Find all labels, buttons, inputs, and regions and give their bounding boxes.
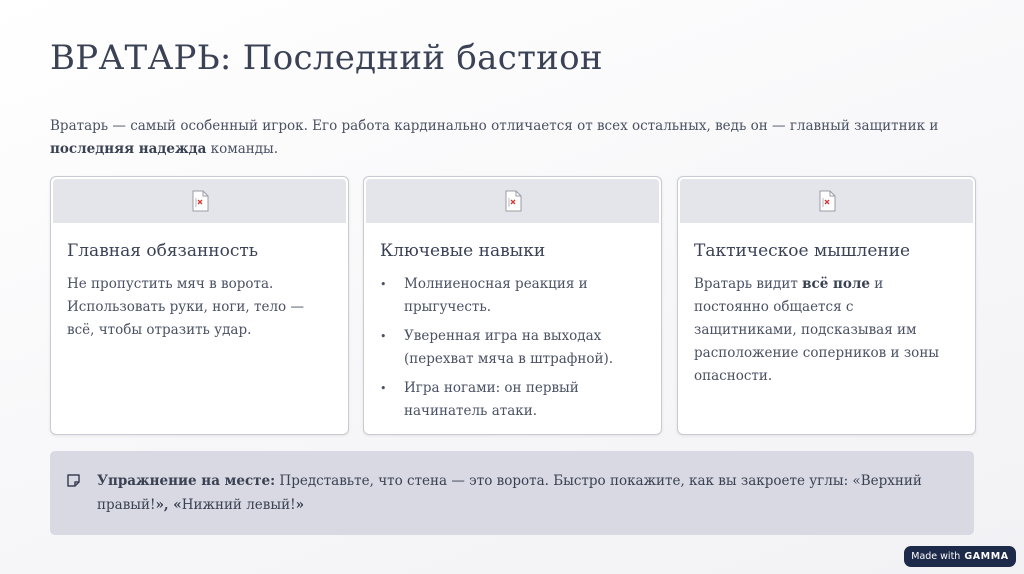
card-text-bold: всё поле [802,276,870,292]
badge-brand: GAMMA [964,551,1009,562]
note-icon [66,473,81,488]
card-image-placeholder [680,179,973,223]
skills-list [380,273,645,423]
list-item-text: Игра ногами: он первый начинатель атаки. [404,380,579,419]
card-key-skills [363,176,662,435]
list-item [380,273,645,319]
intro-text: Вратарь — самый особенный игрок. Его работа кардинально отличается от всех остальных, ведь он — главный защитник и [50,118,939,134]
card-text: Не пропустить мяч в ворота. Использовать руки, ноги, тело — всё, чтобы отразить удар. [67,276,304,338]
list-item [380,325,645,371]
exercise-quote-1: Верхний правый! [97,473,922,513]
card-text [694,273,959,388]
exercise-sep: », « [155,497,182,513]
page-title: ВРАТАРЬ: Последний бастион [50,38,603,78]
list-item-text: Молниеносная реакция и прыгучесть. [404,276,588,315]
exercise-text [97,469,957,517]
card-main-duty [50,176,349,435]
bullet-icon: • [380,382,387,395]
exercise-callout [50,451,974,535]
card-title: Тактическое мышление [694,241,911,261]
card-text-start: Вратарь видит [694,276,803,292]
exercise-quote-2: Нижний левый! [181,497,296,513]
broken-image-icon [189,190,211,212]
intro-paragraph [50,115,980,161]
made-with-gamma-badge[interactable] [904,546,1016,567]
list-item-text: Уверенная игра на выходах (перехват мяча в штрафной). [404,328,614,367]
bullet-icon: • [380,278,387,291]
card-image-placeholder [366,179,659,223]
card-title: Главная обязанность [67,241,259,261]
exercise-label: Упражнение на месте: [97,473,276,489]
card-text-end: и постоянно общается с защитниками, подсказывая им расположение соперников и зоны опасности. [694,276,940,384]
list-item [380,377,645,423]
broken-image-icon [816,190,838,212]
card-image-placeholder [53,179,346,223]
card-title: Ключевые навыки [380,241,546,261]
card-tactical-thinking [677,176,976,435]
bullet-icon: • [380,330,387,343]
badge-made-with: Made with [911,551,961,562]
intro-end: команды. [206,141,279,157]
exercise-end: » [295,497,304,513]
intro-bold: последняя надежда [50,141,207,157]
exercise-body: Представьте, что стена — это ворота. Быстро покажите, как вы закроете углы: « [275,473,861,489]
broken-image-icon [502,190,524,212]
